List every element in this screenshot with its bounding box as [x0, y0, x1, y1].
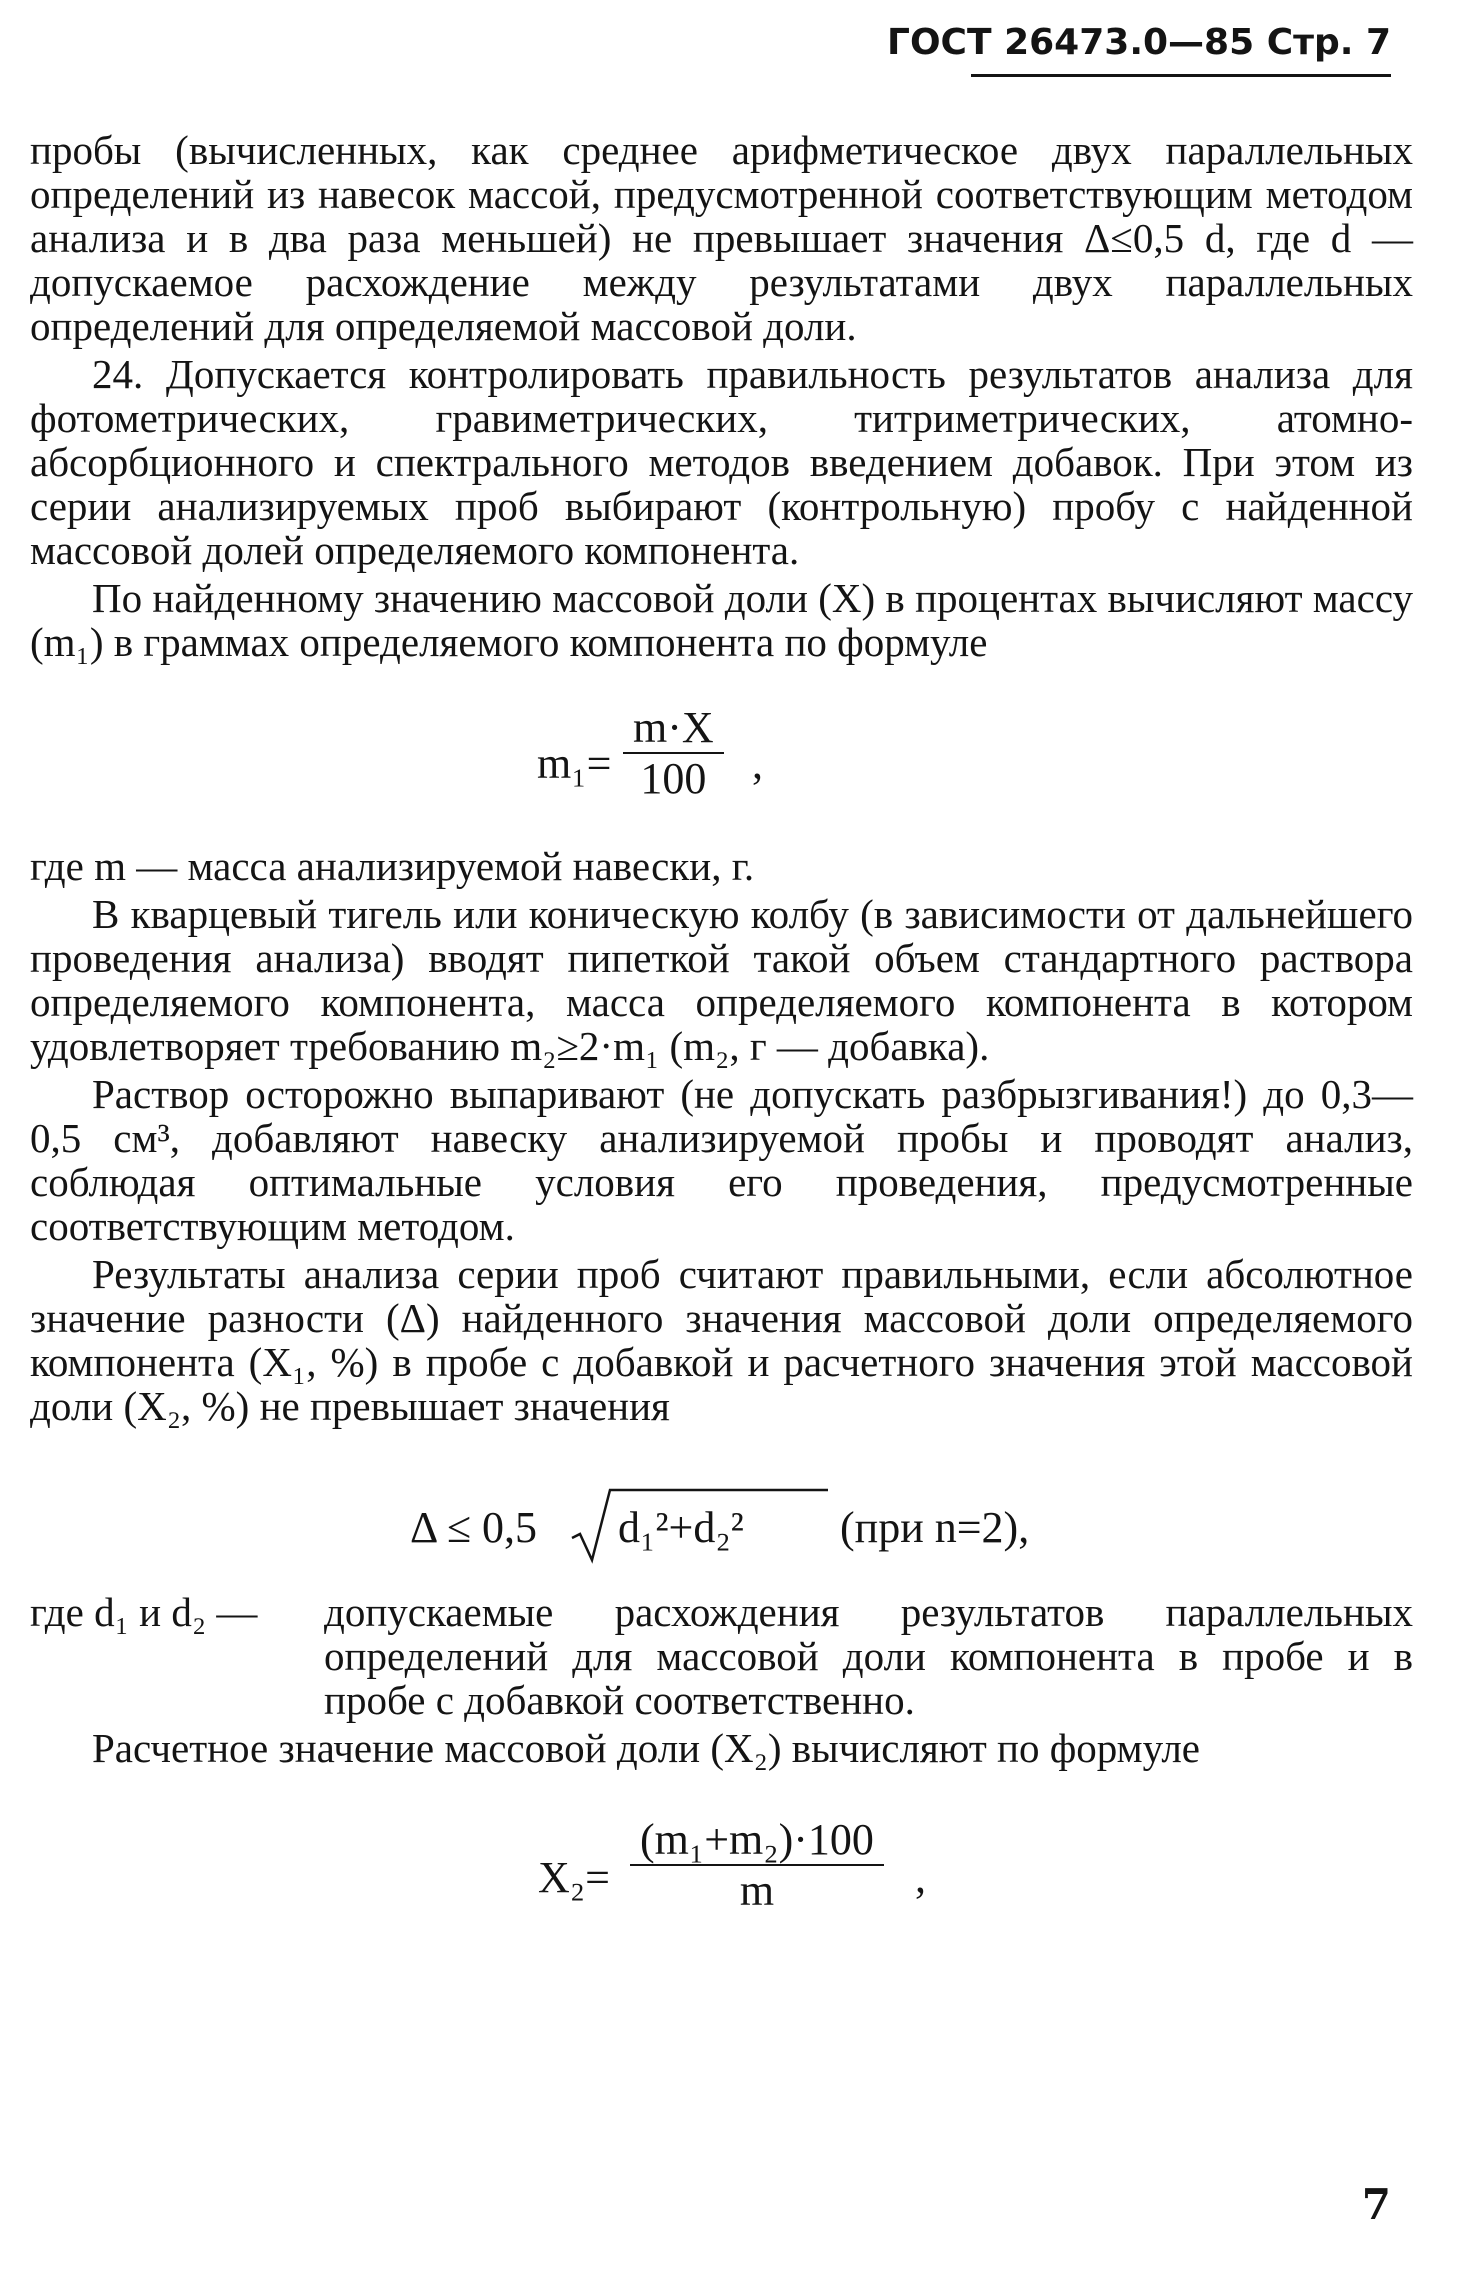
formula-x2-lhs: X₂=	[538, 1853, 610, 1902]
paragraph-5: В кварцевый тигель или коническую колбу (в зависимости от дальнейшего проведения анализа) вводят пипеткой такой объем стандартного раствора определяемого компонента, масса определяемого компонента в котором удовлетворяет требованию m₂≥2·m₁ (m₂, г — добавка).	[30, 891, 1413, 1069]
where-d1-d2-label: где d₁ и d₂ —	[30, 1589, 258, 1635]
paragraph-24: 24. Допускается контролировать правильность результатов анализа для фотометрических, гравиметрических, титриметрических, атомно-абсорбционного и спектрального методов введением добавок. При этом из серии анализируемых проб выбирают (контрольную) пробу с найденной массовой долей определяемого компонента.	[30, 351, 1413, 573]
formula-x2-numerator: (m₁+m₂)·100	[630, 1816, 884, 1866]
formula-x2-fraction	[630, 1816, 884, 1916]
formula-x2-comma: ,	[915, 1853, 926, 1902]
formula-x2-denominator: m	[739, 1866, 775, 1915]
formula-m1-numerator: m·X	[623, 704, 724, 754]
formula-m1-lhs: m₁=	[537, 739, 612, 788]
formula-m1-fraction	[623, 704, 724, 804]
formula-delta-lhs: Δ ≤ 0,5	[410, 1503, 538, 1552]
document-body	[30, 128, 1413, 1954]
where-d1-d2	[30, 1590, 1413, 1722]
where-d1-d2-text: допускаемые расхождения результатов параллельных определений для массовой доли компонента в пробе и в пробе с добавкой соответственно.	[324, 1589, 1413, 1723]
paragraph-3: По найденному значению массовой доли (X) в процентах вычисляют массу (m₁) в граммах определяемого компонента по формуле	[30, 575, 1413, 665]
paragraph-7: Результаты анализа серии проб считают правильными, если абсолютное значение разности (Δ) найденного значения массовой доли определяемого компонента (X₁, %) в пробе с добавкой и расчетного значения этой массовой доли (X₂, %) не превышает значения	[30, 1251, 1413, 1429]
formula-m1-denominator: 100	[640, 754, 707, 803]
paragraph-where-m: где m — масса анализируемой навески, г.	[30, 843, 755, 889]
formula-delta-condition: (при n=2),	[840, 1503, 1030, 1552]
formula-delta	[30, 1478, 1413, 1590]
standard-number: ГОСТ 26473.0—85	[887, 22, 1255, 63]
formula-x2	[30, 1804, 1413, 1954]
formula-m1-comma: ,	[752, 739, 763, 788]
paragraph-6: Раствор осторожно выпаривают (не допускать разбрызгивания!) до 0,3—0,5 см³, добавляют навеску анализируемой пробы и проводят анализ, соблюдая оптимальные условия его проведения, предусмотренные соответствующим методом.	[30, 1071, 1413, 1249]
page-label: Стр. 7	[1266, 22, 1391, 63]
formula-m1	[30, 694, 1413, 844]
paragraph-1: пробы (вычисленных, как среднее арифметическое двух параллельных определений из навесок массой, предусмотренной соответствующим методом анализа и в два раза меньшей) не превышает значения Δ≤0,5 d, где d — допускаемое расхождение между результатами двух параллельных определений для определяемой массовой доли.	[30, 127, 1413, 349]
paragraph-9: Расчетное значение массовой доли (X₂) вычисляют по формуле	[92, 1725, 1200, 1771]
page-number: 7	[1361, 2180, 1391, 2229]
page-header	[887, 22, 1391, 63]
formula-delta-radicand: d₁²+d₂²	[618, 1503, 744, 1552]
header-rule	[971, 74, 1391, 77]
